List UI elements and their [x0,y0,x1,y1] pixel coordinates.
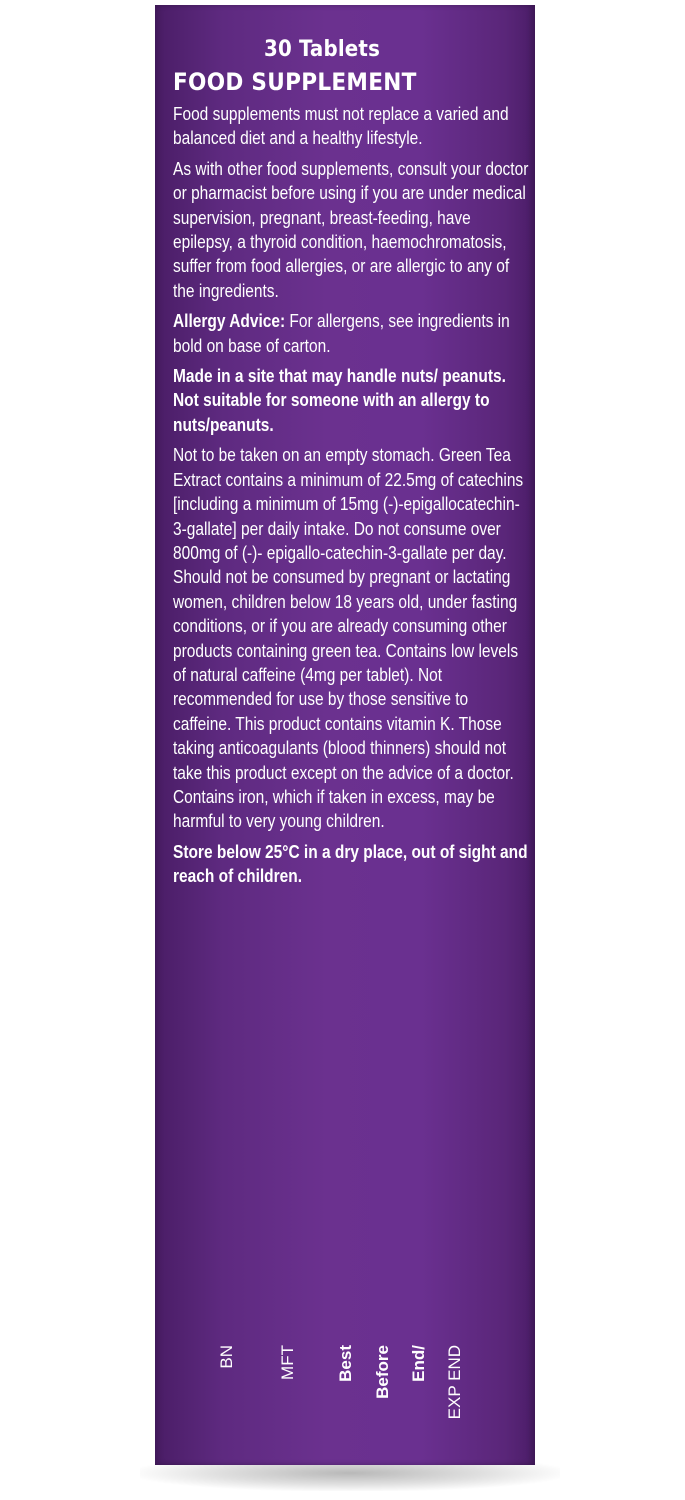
warning-text [173,102,529,889]
end-label: End/ [409,1345,428,1382]
tablet-count: 30 Tablets [264,37,381,62]
allergy-advice-label: Allergy Advice: [173,311,286,332]
usage-warnings: Not to be taken on an empty stomach. Green Tea Extract contains a minimum of 22.5mg of catechins [including a minimum of 15mg (-)-epigallocatechin-3-gallate] per daily intake. Do not consume over 800mg of (-)- epigallo-catechin-3-gallate per day. Should not be consumed by pregnant or lactating women, children below 18 years old, under fasting conditions, or if you are already consuming other products containing green tea. Contains low levels of natural caffeine (4mg per tablet). Not recommended for use by those sensitive to caffeine. This product contains vitamin K. Those taking anticoagulants (blood thinners) should not take this product except on the advice of a doctor. Contains iron, which if taken in excess, may be harmful to very young children. [173,445,524,832]
diet-statement: Food supplements must not replace a varied and balanced diet and a healthy lifestyle. [173,104,509,149]
expiry-end-label: EXP END [445,1345,464,1420]
best-label: Best [336,1345,355,1382]
consult-doctor-statement: As with other food supplements, consult your doctor or pharmacist before using if you are under medical supervision, pregnant, breast-feeding, have epilepsy, a thyroid condition, haemochromatosis, suffer from food allergies, or are allergic to any of the ingredients. [173,158,529,301]
nuts-warning-text: Made in a site that may handle nuts/ peanuts. Not suitable for someone with an allergy to nuts/peanuts. [173,366,506,435]
manufacture-date-label: MFT [278,1345,297,1380]
batch-expiry-fields [195,1345,495,1445]
nuts-warning [173,364,529,437]
before-label: Before [373,1345,392,1399]
batch-number-label: BN [217,1345,236,1369]
storage-instructions [173,840,529,889]
carton-label-text [173,36,529,889]
allergy-advice [173,309,529,358]
allergy-advice-text: For allergens, see ingredients in bold on base of carton. [173,311,510,356]
product-heading: FOOD SUPPLEMENT [173,68,417,96]
storage-text: Store below 25°C in a dry place, out of sight and reach of children. [173,841,528,887]
